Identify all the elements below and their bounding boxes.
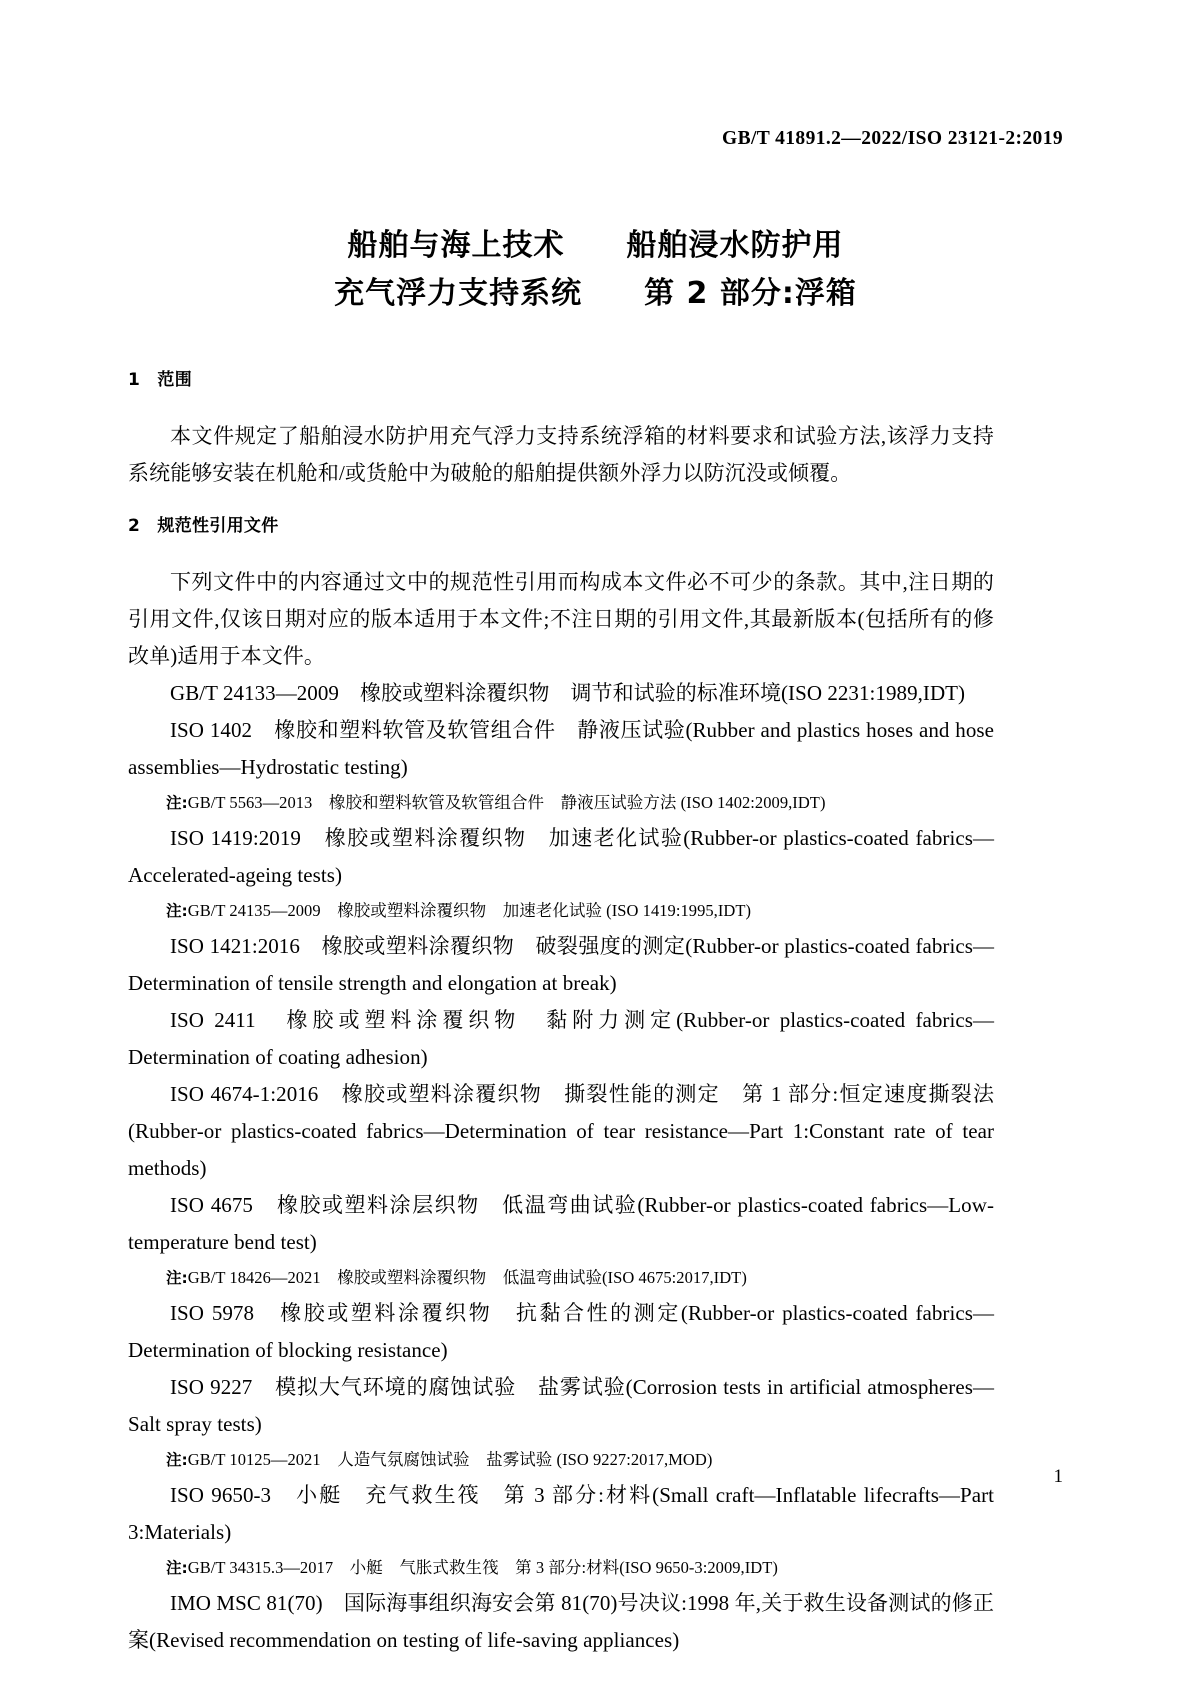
document-body <box>128 368 994 1659</box>
document-title-line-1: 船舶与海上技术 船舶浸水防护用 <box>347 228 844 263</box>
reference-note <box>128 786 994 820</box>
reference-entry: ISO 1421:2016 橡胶或塑料涂覆织物 破裂强度的测定(Rubber-or plastics-coated fabrics—Determination of tensile strength and elongation at break) <box>128 934 994 995</box>
note-label: 注: <box>165 1269 188 1287</box>
reference-note <box>128 1443 994 1477</box>
running-header-standard-code: GB/T 41891.2—2022/ISO 23121-2:2019 <box>722 128 1063 149</box>
reference-note <box>128 894 994 928</box>
reference-entry: ISO 2411 橡胶或塑料涂覆织物 黏附力测定(Rubber-or plastics-coated fabrics—Determination of coating adhesion) <box>128 1008 994 1069</box>
normative-reference-list <box>128 675 994 1659</box>
reference-entry: ISO 4674-1:2016 橡胶或塑料涂覆织物 撕裂性能的测定 第 1 部分:恒定速度撕裂法(Rubber-or plastics-coated fabrics—Determination of tear resistance—Part 1:Constant rate of tear methods) <box>128 1082 994 1180</box>
reference-entry: ISO 9650-3 小艇 充气救生筏 第 3 部分:材料(Small craft—Inflatable lifecrafts—Part 3:Materials) <box>128 1483 994 1544</box>
reference-entry: ISO 5978 橡胶或塑料涂覆织物 抗黏合性的测定(Rubber-or plastics-coated fabrics—Determination of blocking resistance) <box>128 1301 994 1362</box>
note-text: GB/T 34315.3—2017 小艇 气胀式救生筏 第 3 部分:材料(ISO 9650-3:2009,IDT) <box>187 1558 778 1577</box>
note-text: GB/T 18426—2021 橡胶或塑料涂覆织物 低温弯曲试验(ISO 4675:2017,IDT) <box>187 1268 747 1287</box>
note-text: GB/T 24135—2009 橡胶或塑料涂覆织物 加速老化试验 (ISO 1419:1995,IDT) <box>187 901 752 920</box>
reference-note <box>128 1261 994 1295</box>
reference-entry: ISO 9227 模拟大气环境的腐蚀试验 盐雾试验(Corrosion tests in artificial atmospheres—Salt spray tests) <box>128 1375 994 1436</box>
clause-heading-1-scope: 1 范围 <box>128 370 193 390</box>
reference-entry: IMO MSC 81(70) 国际海事组织海安会第 81(70)号决议:1998 年,关于救生设备测试的修正案(Revised recommendation on testing of life-saving appliances) <box>128 1591 994 1652</box>
note-label: 注: <box>165 794 188 812</box>
document-title-line-2: 充气浮力支持系统 第 2 部分:浮箱 <box>334 276 857 311</box>
document-title <box>0 222 1191 318</box>
clause-2-paragraph: 下列文件中的内容通过文中的规范性引用而构成本文件必不可少的条款。其中,注日期的引用文件,仅该日期对应的版本适用于本文件;不注日期的引用文件,其最新版本(包括所有的修改单)适用于本文件。 <box>128 570 994 668</box>
note-label: 注: <box>165 1451 188 1469</box>
reference-entry: GB/T 24133—2009 橡胶或塑料涂覆织物 调节和试验的标准环境(ISO 2231:1989,IDT) <box>170 681 966 705</box>
spacer <box>128 538 994 564</box>
note-label: 注: <box>165 1559 188 1577</box>
reference-note <box>128 1551 994 1585</box>
clause-heading-2-normative-references: 2 规范性引用文件 <box>128 516 279 536</box>
reference-entry: ISO 4675 橡胶或塑料涂层织物 低温弯曲试验(Rubber-or plastics-coated fabrics—Low-temperature bend test) <box>128 1193 994 1254</box>
note-text: GB/T 5563—2013 橡胶和塑料软管及软管组合件 静液压试验方法 (ISO 1402:2009,IDT) <box>187 793 826 812</box>
spacer <box>128 392 994 418</box>
page-number: 1 <box>1053 1466 1063 1487</box>
clause-1-paragraph: 本文件规定了船舶浸水防护用充气浮力支持系统浮箱的材料要求和试验方法,该浮力支持系统能够安装在机舱和/或货舱中为破舱的船舶提供额外浮力以防沉没或倾覆。 <box>128 424 994 485</box>
note-text: GB/T 10125—2021 人造气氛腐蚀试验 盐雾试验 (ISO 9227:2017,MOD) <box>187 1450 713 1469</box>
reference-entry: ISO 1419:2019 橡胶或塑料涂覆织物 加速老化试验(Rubber-or plastics-coated fabrics—Accelerated-ageing tests) <box>128 826 994 887</box>
spacer <box>128 492 994 514</box>
note-label: 注: <box>165 902 188 920</box>
reference-entry: ISO 1402 橡胶和塑料软管及软管组合件 静液压试验(Rubber and plastics hoses and hose assemblies—Hydrostatic testing) <box>128 718 994 779</box>
